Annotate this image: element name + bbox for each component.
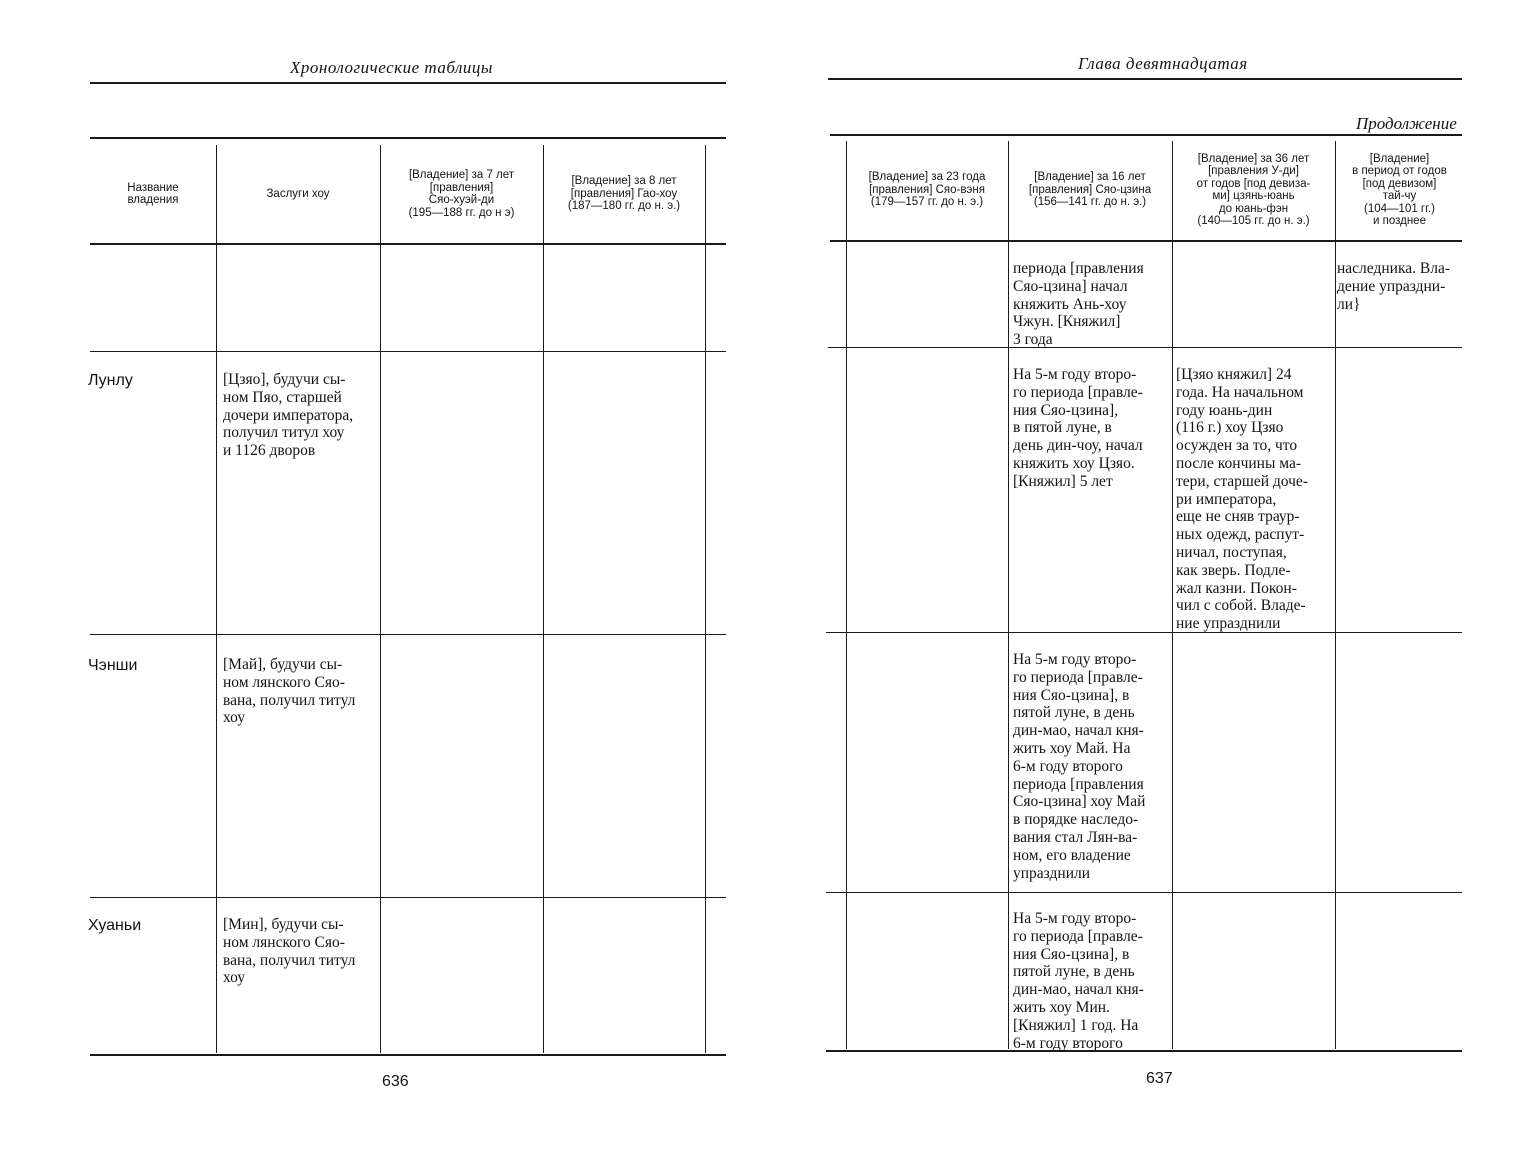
row-rule-left: [90, 897, 726, 898]
column-rule-right: [846, 141, 847, 1049]
row-name: Чэнши: [88, 657, 138, 674]
merit-cell: [Май], будучи сы- ном лянского Сяо- вана, получил титул хоу: [223, 656, 356, 727]
right-page: [760, 0, 1534, 1152]
column-rule-right: [1172, 141, 1173, 1049]
page-number: 636: [382, 1073, 409, 1090]
row-rule-right: [826, 632, 1462, 633]
header-rule-left: [90, 243, 726, 245]
header-rule-right: [830, 240, 1462, 242]
table-top-rule-left: [90, 137, 726, 139]
column-rule-left: [380, 145, 381, 1053]
header-cell: [Владение] за 36 лет [правления У-ди] от годов [под девиза- ми] цзянь-юань до юань-фэн (140—105 гг. до н. э.): [1196, 152, 1311, 227]
header-cell: Заслуги хоу: [266, 187, 330, 200]
header-cell: [Владение] за 8 лет [правления] Гао-хоу (187—180 гг. до н. э.): [567, 175, 681, 213]
reign-cell: периода [правления Сяо-цзина] начал княжить Ань-хоу Чжун. [Княжил] 3 года: [1013, 260, 1144, 349]
reign-cell: На 5-м году второ- го периода [правле- ния Сяо-цзина], в пятой луне, в день дин-чоу, начал княжить хоу Цзяо. [Княжил] 5 лет: [1013, 366, 1143, 490]
merit-cell: [Цзяо], будучи сы- ном Пяо, старшей дочери императора, получил титул хоу и 1126 дворов: [223, 371, 354, 460]
continuation-label: Продолжение: [1356, 114, 1457, 133]
left-page: [0, 0, 760, 1152]
row-rule-left: [90, 351, 726, 352]
header-cell: [Владение] в период от годов [под девизом] тай-чу (104—101 гг.) и позднее: [1352, 152, 1447, 227]
row-rule-left: [90, 634, 726, 635]
header-cell: [Владение] за 7 лет [правления] Сяо-хуэй-ди (195—188 гг. до н э): [408, 169, 515, 219]
column-rule-right: [1335, 141, 1336, 1049]
head-rule-right: [828, 78, 1462, 80]
reign-cell: [Цзяо княжил] 24 года. На начальном году юань-дин (116 г.) хоу Цзяо осужден за то, что после кончины ма- тери, старшей доче- ри императора, еще не сняв траур- ных одежд, распут- ничал, поступая, как зверь. Подле- жал казни. Покон- чил с собой. Владе- ние упразднили: [1176, 366, 1308, 633]
reign-cell: На 5-м году второ- го периода [правле- ния Сяо-цзина], в пятой луне, в день дин-мао, начал кня- жить хоу Май. На 6-м году второго периода [правления Сяо-цзина] хоу Май в порядке наследо- вания стал Лян-ва- ном, его владение упразднили: [1013, 651, 1146, 882]
reign-cell: На 5-м году второ- го периода [правле- ния Сяо-цзина], в пятой луне, в день дин-мао, начал кня- жить хоу Мин. [Княжил] 1 год. На 6-м году второго: [1013, 910, 1144, 1052]
merit-cell: [Мин], будучи сы- ном лянского Сяо- вана, получил титул хоу: [223, 916, 356, 987]
head-rule-left: [90, 82, 726, 84]
page-number: 637: [1146, 1070, 1173, 1087]
row-name: Лунлу: [88, 372, 133, 389]
column-rule-left: [705, 145, 706, 1053]
column-rule-left: [543, 145, 544, 1053]
running-head-right: Глава девятнадцатая: [1078, 54, 1248, 73]
row-rule-right: [826, 892, 1462, 893]
running-head-left: Хронологические таблицы: [290, 58, 493, 77]
header-cell: Название владения: [127, 181, 179, 206]
header-cell: [Владение] за 23 года [правления] Сяо-вэня (179—157 гг. до н. э.): [868, 171, 986, 209]
column-rule-left: [216, 145, 217, 1053]
row-name: Хуаньи: [88, 917, 142, 934]
table-top-rule-right: [830, 134, 1462, 136]
reign-cell: наследника. Вла- дение упраздни- ли}: [1337, 260, 1450, 313]
column-rule-right: [1008, 141, 1009, 1049]
header-cell: [Владение] за 16 лет [правления] Сяо-цзина (156—141 гг. до н. э.): [1028, 171, 1152, 209]
table-bottom-rule-left: [90, 1054, 726, 1056]
